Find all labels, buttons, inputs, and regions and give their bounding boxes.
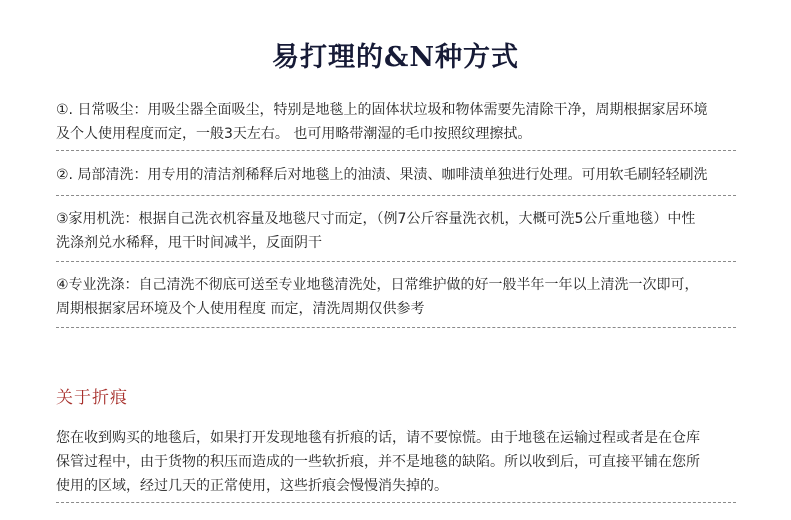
tip-line: ③家用机洗：根据自己洗衣机容量及地毯尺寸而定，（例7公斤容量洗衣机，大概可洗5公斤重地毯）中性 [56,211,696,227]
tip-line: 及个人使用程度而定，一般3天左右。 也可用略带潮湿的毛巾按照纹理擦拭。 [56,126,532,142]
tip-line: ①. 日常吸尘：用吸尘器全面吸尘，特别是地毯上的固体状垃圾和物体需要先清除干净，周期根据家居环境 [56,102,708,118]
tip-line: ④专业洗涤：自己清洗不彻底可送至专业地毯清洗处，日常维护做的好一般半年一年以上清洗一次即可， [56,277,699,293]
crease-line: 使用的区域，经过几天的正常使用，这些折痕会慢慢消失掉的。 [56,478,448,494]
crease-section-body [56,426,746,498]
tip-daily-vacuum [56,98,746,145]
tip-line: ②. 局部清洗：用专用的清洁剂稀释后对地毯上的油渍、果渍、咖啡渍单独进行处理。可用软毛刷轻轻刷洗 [56,167,708,183]
divider [56,327,736,328]
divider [56,261,736,262]
crease-line: 您在收到购买的地毯后，如果打开发现地毯有折痕的话，请不要惊慌。由于地毯在运输过程或者是在仓库 [56,430,700,446]
care-tips-list [56,98,746,328]
tip-line: 周期根据家居环境及个人使用程度 而定，清洗周期仅供参考 [56,301,425,317]
crease-section-heading: 关于折痕 [56,388,128,408]
divider [56,195,736,196]
divider [56,150,736,151]
page-title: 易打理的&N种方式 [271,42,520,73]
tip-spot-clean [56,163,746,188]
tip-machine-wash [56,207,746,254]
crease-line: 保管过程中，由于货物的积压而造成的一些软折痕，并不是地毯的缺陷。所以收到后，可直接平铺在您所 [56,454,700,470]
divider [56,502,736,503]
tip-professional-clean [56,273,746,320]
tip-line: 洗涤剂兑水稀释，甩干时间减半，反面阴干 [56,235,322,251]
